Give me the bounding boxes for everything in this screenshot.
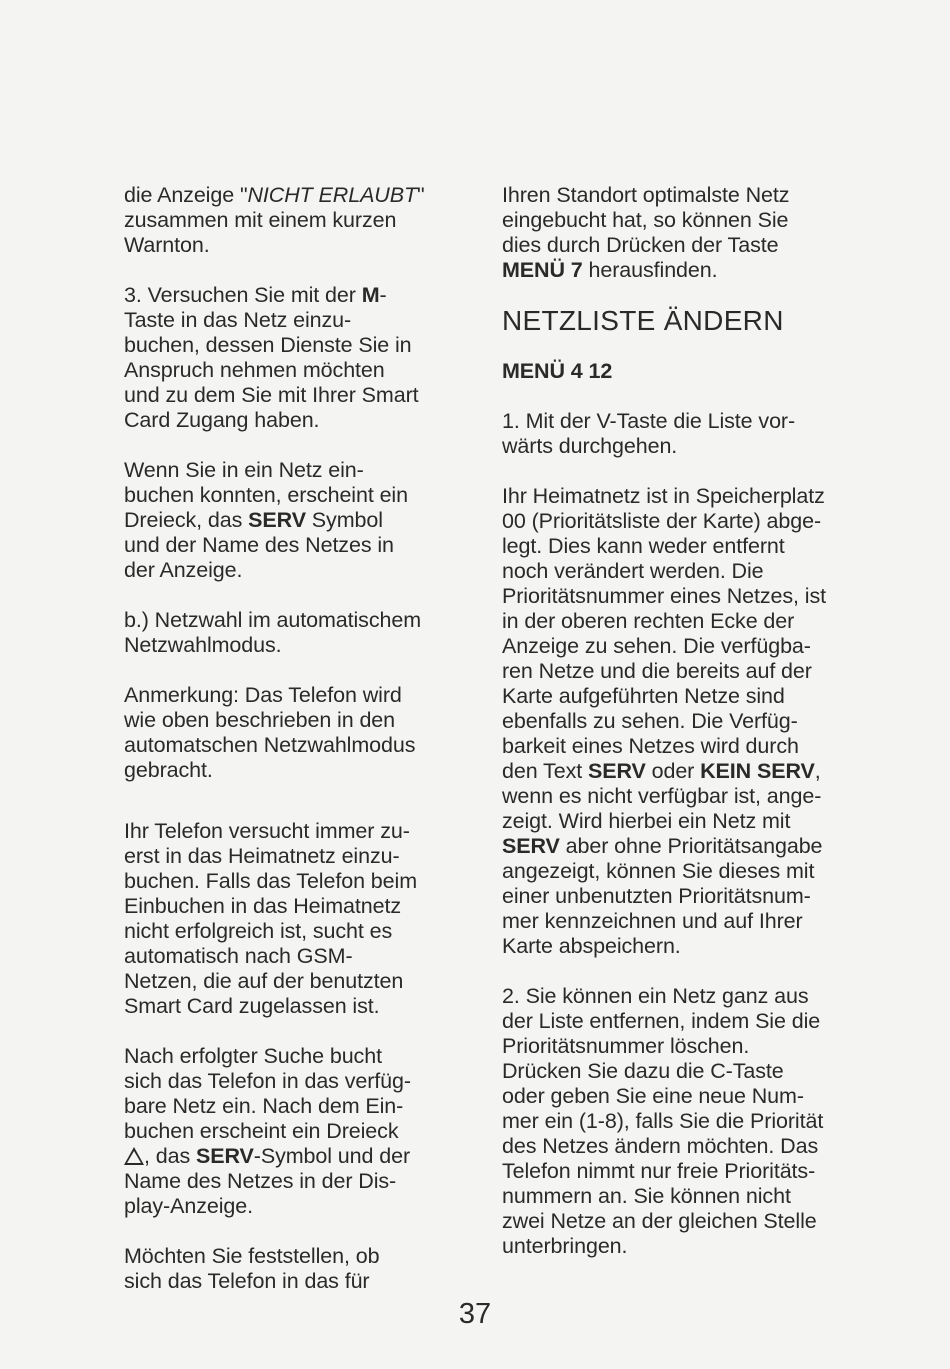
text-line: Card Zugang haben. <box>124 408 320 432</box>
text-line: der Anzeige. <box>124 558 243 582</box>
text-line: zeigt. Wird hierbei ein Netz mit <box>502 809 791 833</box>
key-label-bold: M <box>361 283 380 307</box>
text-line: Anzeige zu sehen. Die verfügba- <box>502 634 811 658</box>
text-line <box>502 258 854 283</box>
text-span: , <box>814 759 821 783</box>
paragraph-after-search <box>124 1044 454 1219</box>
text-line: buchen konnten, erscheint ein <box>124 483 408 507</box>
text-line: bare Netz ein. Nach dem Ein- <box>124 1094 404 1118</box>
text-line: dies durch Drücken der Taste <box>502 233 779 257</box>
text-span: aber ohne Prioritätsangabe <box>559 834 823 858</box>
right-column <box>502 183 854 1259</box>
text-line: Ihren Standort optimalste Netz <box>502 183 790 207</box>
text-line: eingebucht hat, so können Sie <box>502 208 789 232</box>
text-line: zwei Netze an der gleichen Stelle <box>502 1209 817 1233</box>
text-line: Wenn Sie in ein Netz ein- <box>124 458 364 482</box>
text-line: Drücken Sie dazu die C-Taste <box>502 1059 784 1083</box>
text-line: wie oben beschrieben in den <box>124 708 396 732</box>
serv-label-bold: SERV <box>502 834 560 858</box>
paragraph-step-3 <box>124 283 454 433</box>
text-line: nummern an. Sie können nicht <box>502 1184 791 1208</box>
text-line: und der Name des Netzes in <box>124 533 394 557</box>
serv-label-bold: SERV <box>196 1144 254 1168</box>
serv-label-bold: SERV <box>587 759 646 783</box>
text-line: buchen, dessen Dienste Sie in <box>124 333 412 357</box>
serv-label-bold: SERV <box>248 508 306 532</box>
paragraph-note <box>124 683 454 783</box>
menu-code-heading: MENÜ 4 12 <box>502 359 613 383</box>
text-line: ren Netze und die bereits auf der <box>502 659 812 683</box>
text-span: 3. Versuchen Sie mit der <box>124 283 362 307</box>
text-line: Prioritätsnummer löschen. <box>502 1034 750 1058</box>
text-line: einer unbenutzten Prioritätsnum- <box>502 884 811 908</box>
text-line: sich das Telefon in das für <box>124 1269 370 1293</box>
section-heading: NETZLISTE ÄNDERN <box>502 305 784 336</box>
text-span: -Symbol und der <box>253 1144 411 1168</box>
paragraph-priority-list <box>502 484 854 959</box>
text-line: oder geben Sie eine neue Num- <box>502 1084 804 1108</box>
text-line <box>124 183 454 208</box>
triangle-icon <box>124 1147 144 1165</box>
text-line: buchen erscheint ein Dreieck <box>124 1119 399 1143</box>
text-line: Smart Card zugelassen ist. <box>124 994 380 1018</box>
text-line: noch verändert werden. Die <box>502 559 764 583</box>
display-message-italic: NICHT ERLAUBT <box>247 183 418 207</box>
text-line: Taste in das Netz einzu- <box>124 308 352 332</box>
text-line: nicht erfolgreich ist, sucht es <box>124 919 393 943</box>
left-column <box>124 183 454 1294</box>
text-line: 2. Sie können ein Netz ganz aus <box>502 984 809 1008</box>
text-line: Einbuchen in das Heimatnetz <box>124 894 401 918</box>
text-line: wenn es nicht verfügbar ist, ange- <box>502 784 822 808</box>
paragraph-serv-symbol <box>124 458 454 583</box>
text-line <box>502 834 854 859</box>
text-line: 1. Mit der V-Taste die Liste vor- <box>502 409 796 433</box>
text-span: die Anzeige " <box>124 183 248 207</box>
text-line: unterbringen. <box>502 1234 628 1258</box>
text-line: ebenfalls zu sehen. Die Verfüg- <box>502 709 798 733</box>
text-line: Netzwahlmodus. <box>124 633 282 657</box>
text-line: automatschen Netzwahlmodus <box>124 733 416 757</box>
text-line: angezeigt, können Sie dieses mit <box>502 859 815 883</box>
text-line: Warnton. <box>124 233 210 257</box>
text-line: Name des Netzes in der Dis- <box>124 1169 397 1193</box>
text-line: b.) Netzwahl im automatischem <box>124 608 422 632</box>
text-line: Ihr Heimatnetz ist in Speicherplatz <box>502 484 825 508</box>
text-line <box>124 283 454 308</box>
page-number: 37 <box>458 1298 492 1330</box>
paragraph-optimal-network <box>502 183 854 283</box>
text-line: gebracht. <box>124 758 213 782</box>
text-line: zusammen mit einem kurzen <box>124 208 397 232</box>
text-line: legt. Dies kann weder entfernt <box>502 534 785 558</box>
text-line: automatisch nach GSM- <box>124 944 353 968</box>
text-line: Netzen, die auf der benutzten <box>124 969 404 993</box>
text-span: den Text <box>502 759 588 783</box>
text-line: Anspruch nehmen möchten <box>124 358 385 382</box>
text-line: Karte aufgeführten Netze sind <box>502 684 785 708</box>
text-line: sich das Telefon in das verfüg- <box>124 1069 411 1093</box>
text-line: Ihr Telefon versucht immer zu- <box>124 819 410 843</box>
text-span: oder <box>645 759 701 783</box>
paragraph-warning <box>124 183 454 258</box>
paragraph-auto-mode <box>124 608 454 658</box>
paragraph-check-network <box>124 1244 454 1294</box>
text-line: Nach erfolgter Suche bucht <box>124 1044 382 1068</box>
text-line: Telefon nimmt nur freie Prioritäts- <box>502 1159 816 1183</box>
menu-key-bold: MENÜ 7 <box>502 258 583 282</box>
text-line: barkeit eines Netzes wird durch <box>502 734 799 758</box>
text-line: wärts durchgehen. <box>502 434 678 458</box>
paragraph-step-2 <box>502 984 854 1259</box>
text-line: play-Anzeige. <box>124 1194 253 1218</box>
text-span: , das <box>144 1144 196 1168</box>
paragraph-home-network <box>124 819 454 1019</box>
text-line: buchen. Falls das Telefon beim <box>124 869 418 893</box>
text-line: mer ein (1-8), falls Sie die Priorität <box>502 1109 824 1133</box>
text-line: und zu dem Sie mit Ihrer Smart <box>124 383 419 407</box>
text-line: Anmerkung: Das Telefon wird <box>124 683 402 707</box>
text-line <box>502 759 854 784</box>
text-span: " <box>417 183 425 207</box>
paragraph-step-1 <box>502 409 854 459</box>
text-line: Karte abspeichern. <box>502 934 681 958</box>
text-line: mer kennzeichnen und auf Ihrer <box>502 909 803 933</box>
text-line: erst in das Heimatnetz einzu- <box>124 844 400 868</box>
text-span: Symbol <box>305 508 383 532</box>
text-line: der Liste entfernen, indem Sie die <box>502 1009 821 1033</box>
text-line: Möchten Sie feststellen, ob <box>124 1244 380 1268</box>
text-line <box>124 508 454 533</box>
text-span: herausfinden. <box>582 258 718 282</box>
text-line: Prioritätsnummer eines Netzes, ist <box>502 584 826 608</box>
text-line <box>124 1144 454 1169</box>
text-span: - <box>379 283 387 307</box>
text-span: Dreieck, das <box>124 508 249 532</box>
text-line: des Netzes ändern möchten. Das <box>502 1134 819 1158</box>
text-line: 00 (Prioritätsliste der Karte) abge- <box>502 509 822 533</box>
text-line: in der oberen rechten Ecke der <box>502 609 795 633</box>
kein-serv-label-bold: KEIN SERV <box>700 759 815 783</box>
